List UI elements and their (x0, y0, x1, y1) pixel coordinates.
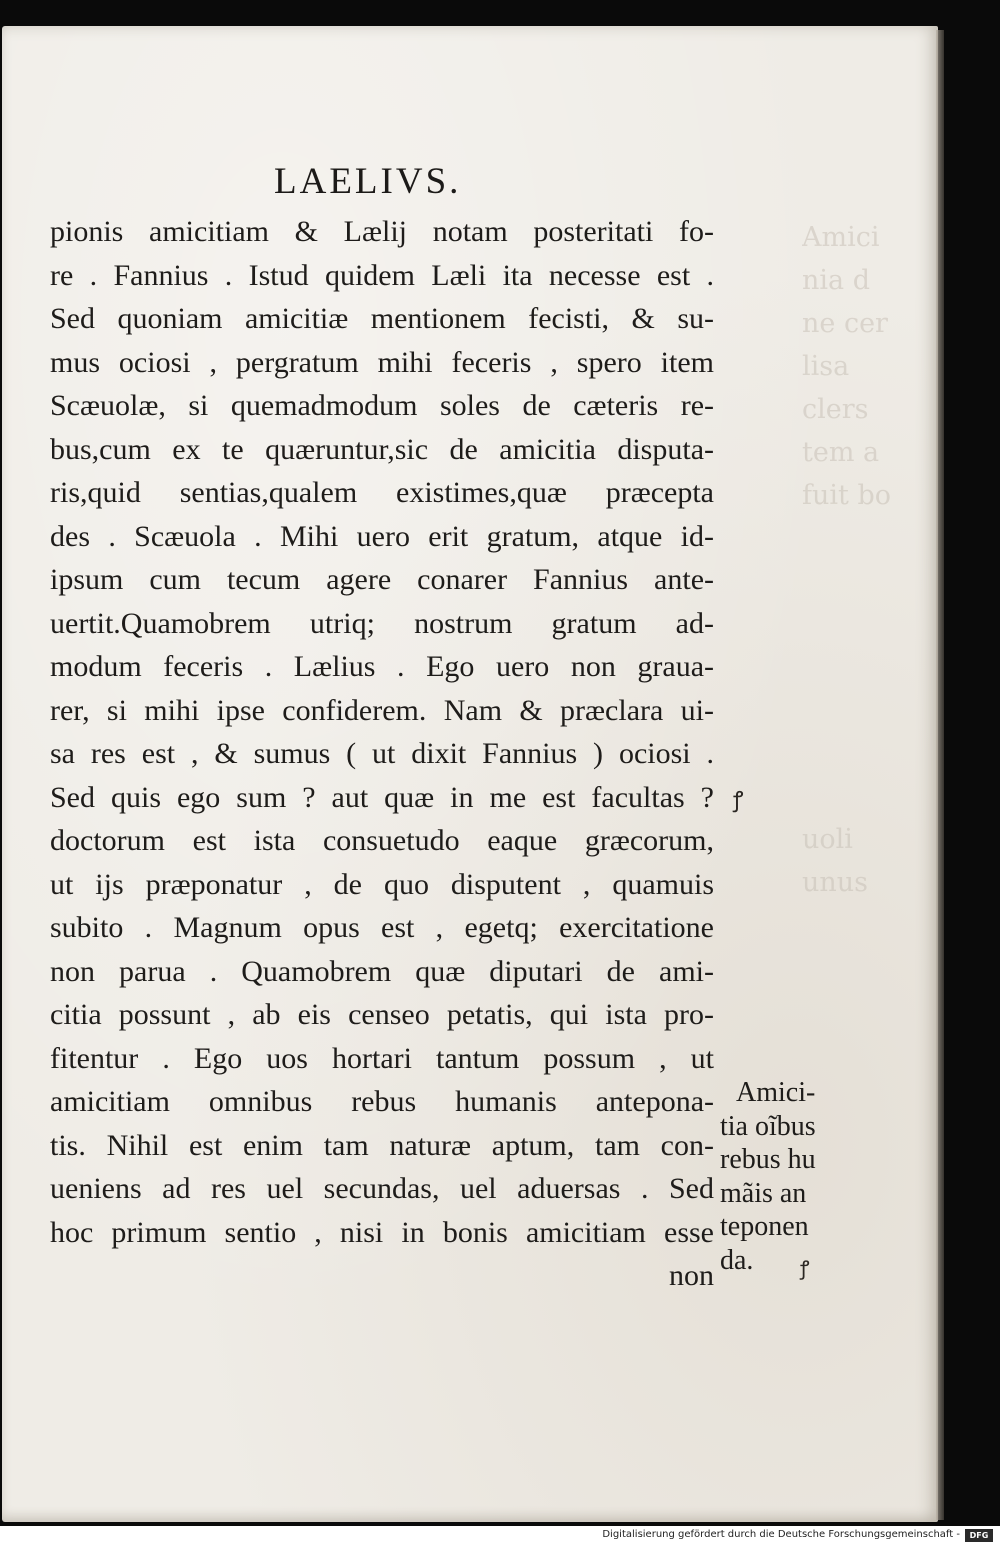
text-line: Scæuolæ, si quemadmodum soles de cæteris re- (50, 389, 714, 422)
text-body (50, 210, 714, 1298)
text-line: ipsum cum tecum agere conarer Fannius ante- (50, 563, 714, 596)
text-line: pionis amicitiam & Lælij notam posteritati fo- (50, 215, 714, 248)
stray-mark: ꝭ (800, 1258, 810, 1280)
text-line: ris,quid sentias,qualem existimes,quæ præcepta (50, 476, 714, 509)
dfg-logo-icon: DFG (965, 1529, 993, 1542)
text-line: hoc primum sentio , nisi in bonis amicitiam esse (50, 1215, 714, 1249)
text-line: non parua . Quamobrem quæ diputari de ami- (50, 954, 714, 988)
page-edge-shadow (936, 30, 944, 1520)
marginal-note-line: da. (720, 1244, 754, 1276)
text-line: mus ociosi , pergratum mihi feceris , spero item (50, 345, 714, 379)
text-line: modum feceris . Lælius . Ego uero non grauа- (50, 650, 714, 683)
text-line: rer, si mihi ipse confiderem. Nam & præclara ui- (50, 693, 714, 727)
text-line: Sed quis ego sum ? aut quæ in me est facultas ? (50, 780, 714, 814)
text-line: doctorum est ista consuetudo eaque græcorum, (50, 824, 714, 857)
text-line: ueniens ad res uel secundas, uel aduersas . Sed (50, 1172, 714, 1205)
text-line: des . Scæuola . Mihi uero erit gratum, atque id- (50, 519, 714, 553)
catchword: non (669, 1259, 714, 1292)
text-line: re . Fannius . Istud quidem Læli ita necesse est . (50, 258, 714, 292)
funding-notice: Digitalisierung gefördert durch die Deutsche Forschungsgemeinschaft - (602, 1529, 960, 1540)
text-line: amicitiam omnibus rebus humanis antepona- (50, 1085, 714, 1118)
text-line: fitentur . Ego uos hortari tantum possum , ut (50, 1041, 714, 1075)
marginal-note-line: teponen (720, 1211, 809, 1242)
marginal-note-line: tia oĩbus (720, 1110, 816, 1142)
text-line: uertit.Quamobrem utriq; nostrum gratum ad- (50, 606, 714, 640)
text-line: sa res est , & sumus ( ut dixit Fannius ) ociosi . (50, 737, 714, 770)
text-line: citia possunt , ab eis censeo petatis, qui ista pro- (50, 998, 714, 1031)
marginal-note-line: rebus hu (720, 1144, 816, 1175)
running-head: LAELIVS. (274, 161, 462, 202)
text-line: ut ijs præponatur , de quo disputent , quamuis (50, 867, 714, 901)
book-page (2, 26, 938, 1522)
text-line: Sed quoniam amicitiæ mentionem fecisti, & su- (50, 302, 714, 335)
marginal-note-line: Amici- (736, 1077, 816, 1108)
show-through-text: Amici nia d ne cer lisa clers tem a fuit bo uoli unus (802, 222, 891, 898)
stray-mark: ꝭ (733, 787, 744, 812)
text-line: bus,cum ex te quæruntur,sic de amicitia disputa- (50, 432, 714, 466)
footer-bar (0, 1526, 1000, 1546)
text-line: tis. Nihil est enim tam naturæ aptum, tam con- (50, 1128, 714, 1162)
marginal-note-line: mãis an (720, 1177, 807, 1209)
text-line: subito . Magnum opus est , egetq; exercitatione (50, 911, 714, 944)
marginal-note (720, 1076, 848, 1277)
